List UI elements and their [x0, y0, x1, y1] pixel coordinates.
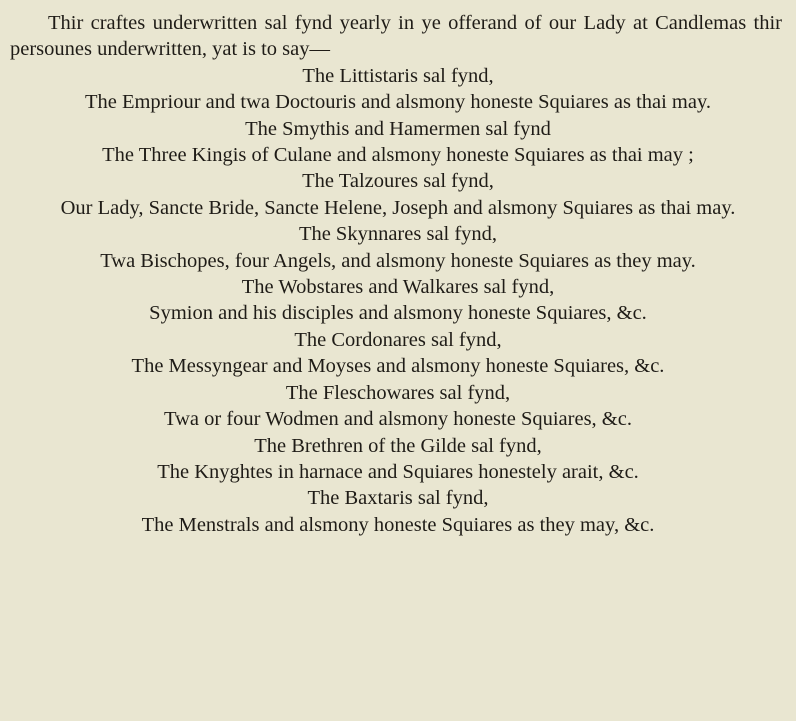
craft-line: The Skynnares sal fynd, [298, 223, 498, 246]
pageant-line: The Knyghtes in harnace and Squiares honestely arait, &c. [157, 460, 639, 483]
pageant-line: Twa or four Wodmen and alsmony honeste Squiares, &c. [164, 408, 632, 431]
pageant-line: The Messyngear and Moyses and alsmony honeste Squiares, &c. [131, 355, 665, 378]
craft-line: The Fleschowares sal fynd, [285, 381, 511, 404]
pageant-line: The Menstrals and alsmony honeste Squiares as they may, &c. [141, 513, 655, 536]
craft-line: The Brethren of the Gilde sal fynd, [254, 434, 542, 457]
craft-line: The Cordonares sal fynd, [294, 328, 502, 351]
craft-line: The Talzoures sal fynd, [302, 170, 494, 193]
craft-line: The Smythis and Hamermen sal fynd [245, 117, 551, 140]
pageant-line: Our Lady, Sancte Bride, Sancte Helene, Joseph and alsmony Squiares as thai may. [60, 196, 736, 219]
intro-paragraph: Thir craftes underwritten sal fynd yearly in ye offerand of our Lady at Candlemas thir persounes underwritten, yat is to say— [10, 12, 782, 61]
craft-line: The Wobstares and Walkares sal fynd, [241, 276, 555, 299]
craft-line: The Baxtaris sal fynd, [307, 487, 489, 510]
text-block [0, 10, 796, 538]
pageant-line: Symion and his disciples and alsmony honeste Squiares, &c. [149, 302, 647, 325]
pageant-line: The Empriour and twa Doctouris and alsmony honeste Squiares as thai may. [84, 91, 712, 114]
pageant-line: The Three Kingis of Culane and alsmony honeste Squiares as thai may ; [102, 144, 694, 167]
pageant-line: Twa Bischopes, four Angels, and alsmony honeste Squiares as they may. [100, 249, 696, 272]
craft-line: The Littistaris sal fynd, [302, 64, 494, 87]
